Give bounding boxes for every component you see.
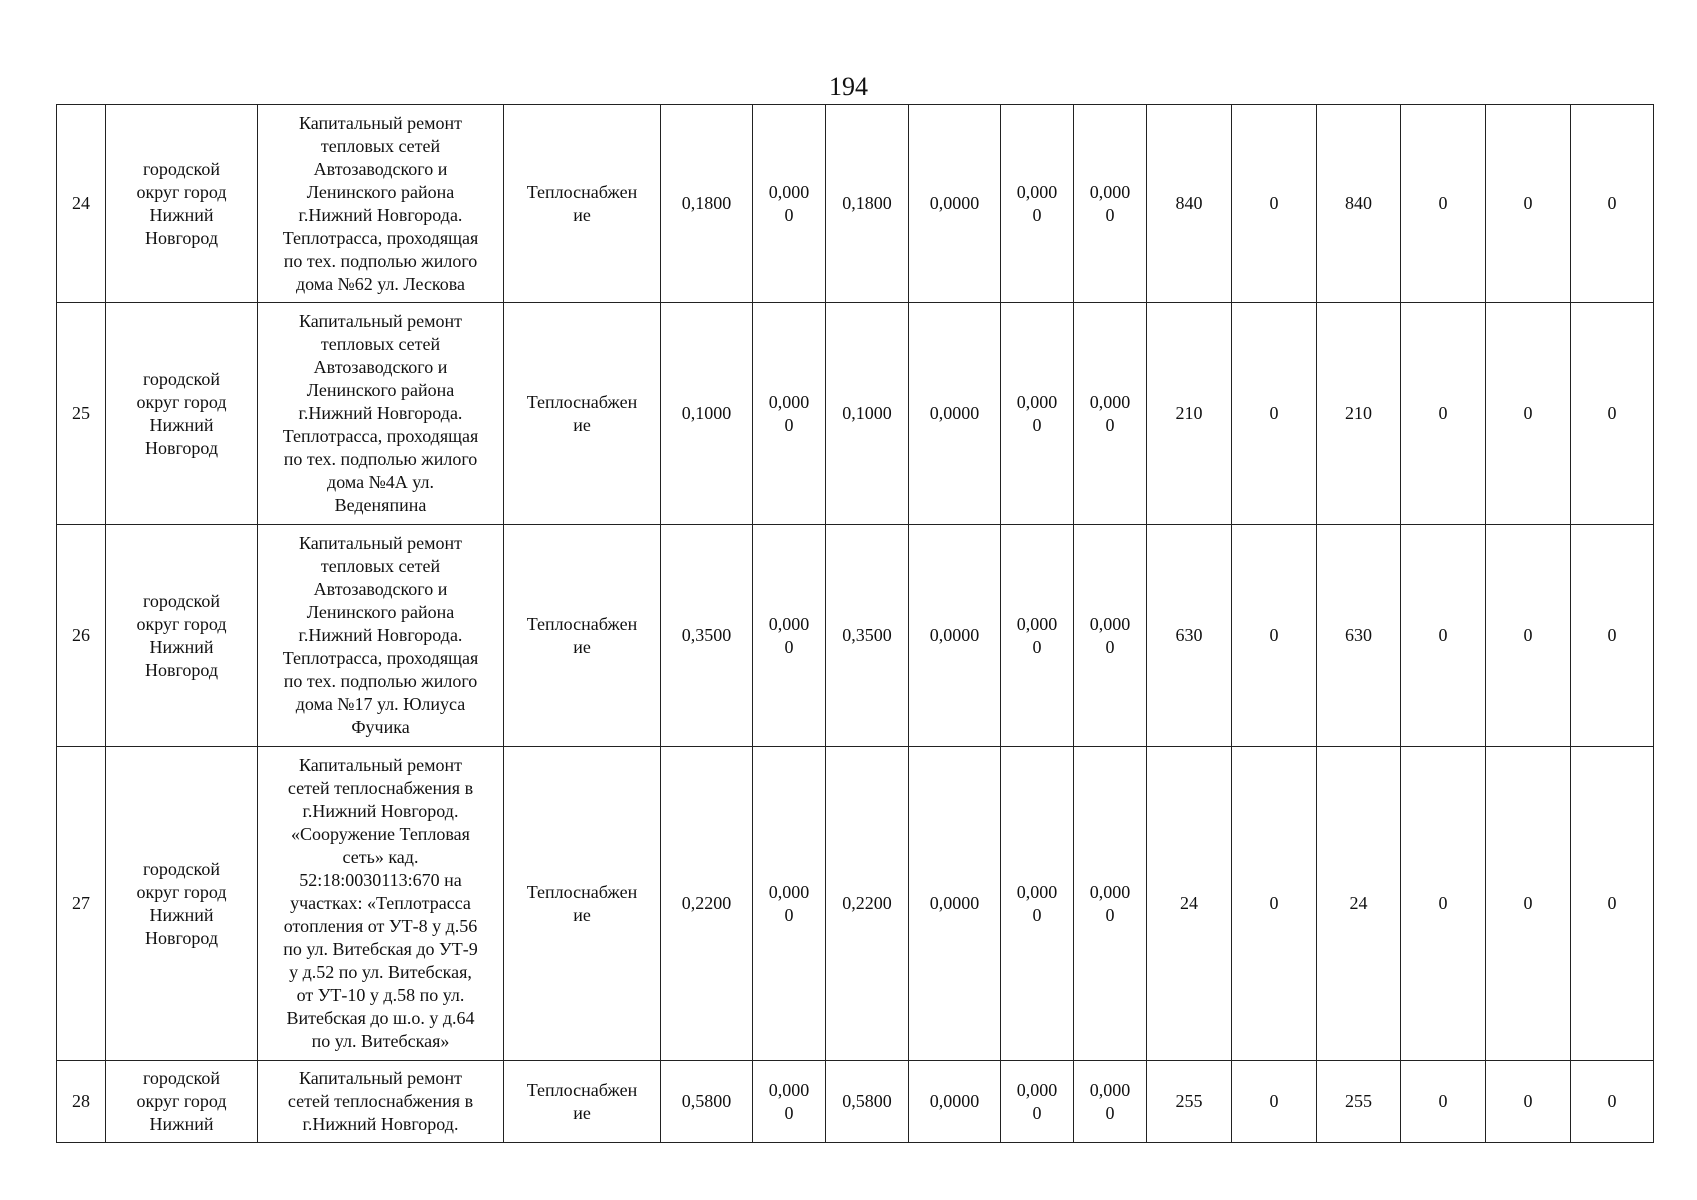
data-table [56, 104, 1654, 1143]
value-cell-1: 0,3500 [661, 525, 753, 747]
value-cell-6: 0,000 0 [1074, 747, 1147, 1061]
value-cell-10: 0 [1401, 747, 1486, 1061]
value-cell-11: 0 [1486, 1061, 1571, 1143]
value-cell-5: 0,000 0 [1001, 525, 1074, 747]
value-cell-3: 0,1800 [826, 105, 909, 303]
value-cell-1: 0,1000 [661, 303, 753, 525]
table-row [57, 525, 1654, 747]
value-cell-1: 0,2200 [661, 747, 753, 1061]
value-cell-8: 0 [1232, 105, 1317, 303]
value-cell-4: 0,0000 [909, 525, 1001, 747]
type-cell: Теплоснабжен ие [504, 105, 661, 303]
description-cell: Капитальный ремонт сетей теплоснабжения в г.Нижний Новгород. [258, 1061, 504, 1143]
row-number: 27 [57, 747, 106, 1061]
value-cell-10: 0 [1401, 303, 1486, 525]
value-cell-6: 0,000 0 [1074, 303, 1147, 525]
page-number: 194 [829, 72, 868, 101]
value-cell-5: 0,000 0 [1001, 303, 1074, 525]
row-number: 28 [57, 1061, 106, 1143]
value-cell-6: 0,000 0 [1074, 525, 1147, 747]
row-number: 24 [57, 105, 106, 303]
value-cell-8: 0 [1232, 1061, 1317, 1143]
value-cell-4: 0,0000 [909, 303, 1001, 525]
row-number: 26 [57, 525, 106, 747]
value-cell-3: 0,5800 [826, 1061, 909, 1143]
value-cell-11: 0 [1486, 105, 1571, 303]
value-cell-7: 630 [1147, 525, 1232, 747]
value-cell-1: 0,5800 [661, 1061, 753, 1143]
value-cell-7: 24 [1147, 747, 1232, 1061]
value-cell-7: 255 [1147, 1061, 1232, 1143]
value-cell-12: 0 [1571, 303, 1654, 525]
value-cell-10: 0 [1401, 525, 1486, 747]
value-cell-3: 0,3500 [826, 525, 909, 747]
type-cell: Теплоснабжен ие [504, 303, 661, 525]
type-cell: Теплоснабжен ие [504, 1061, 661, 1143]
table-row [57, 105, 1654, 303]
value-cell-2: 0,000 0 [753, 303, 826, 525]
value-cell-7: 840 [1147, 105, 1232, 303]
value-cell-5: 0,000 0 [1001, 105, 1074, 303]
table-row [57, 747, 1654, 1061]
value-cell-8: 0 [1232, 747, 1317, 1061]
value-cell-10: 0 [1401, 1061, 1486, 1143]
value-cell-6: 0,000 0 [1074, 105, 1147, 303]
value-cell-2: 0,000 0 [753, 525, 826, 747]
municipality-cell: городской округ город Нижний [106, 1061, 258, 1143]
value-cell-4: 0,0000 [909, 105, 1001, 303]
value-cell-2: 0,000 0 [753, 747, 826, 1061]
value-cell-3: 0,2200 [826, 747, 909, 1061]
value-cell-1: 0,1800 [661, 105, 753, 303]
type-cell: Теплоснабжен ие [504, 525, 661, 747]
value-cell-3: 0,1000 [826, 303, 909, 525]
value-cell-8: 0 [1232, 525, 1317, 747]
value-cell-4: 0,0000 [909, 1061, 1001, 1143]
value-cell-11: 0 [1486, 303, 1571, 525]
value-cell-11: 0 [1486, 747, 1571, 1061]
value-cell-9: 255 [1317, 1061, 1401, 1143]
value-cell-2: 0,000 0 [753, 105, 826, 303]
description-cell: Капитальный ремонт сетей теплоснабжения в г.Нижний Новгород. «Сооружение Тепловая сеть» кад. 52:18:0030113:670 на участках: «Теплотрасса отопления от УТ-8 у д.56 по ул. Витебская до УТ-9 у д.52 по ул. Витебская, от УТ-10 у д.58 по ул. Витебская до ш.о. у д.64 по ул. Витебская» [258, 747, 504, 1061]
value-cell-5: 0,000 0 [1001, 1061, 1074, 1143]
value-cell-9: 24 [1317, 747, 1401, 1061]
row-number: 25 [57, 303, 106, 525]
value-cell-2: 0,000 0 [753, 1061, 826, 1143]
value-cell-9: 840 [1317, 105, 1401, 303]
municipality-cell: городской округ город Нижний Новгород [106, 105, 258, 303]
value-cell-9: 210 [1317, 303, 1401, 525]
value-cell-7: 210 [1147, 303, 1232, 525]
value-cell-11: 0 [1486, 525, 1571, 747]
value-cell-6: 0,000 0 [1074, 1061, 1147, 1143]
description-cell: Капитальный ремонт тепловых сетей Автозаводского и Ленинского района г.Нижний Новгорода. Теплотрасса, проходящая по тех. подполью жилого дома №17 ул. Юлиуса Фучика [258, 525, 504, 747]
value-cell-12: 0 [1571, 105, 1654, 303]
value-cell-12: 0 [1571, 525, 1654, 747]
table-row [57, 1061, 1654, 1143]
type-cell: Теплоснабжен ие [504, 747, 661, 1061]
value-cell-12: 0 [1571, 747, 1654, 1061]
table-row [57, 303, 1654, 525]
municipality-cell: городской округ город Нижний Новгород [106, 747, 258, 1061]
description-cell: Капитальный ремонт тепловых сетей Автозаводского и Ленинского района г.Нижний Новгорода. Теплотрасса, проходящая по тех. подполью жилого дома №4А ул. Веденяпина [258, 303, 504, 525]
description-cell: Капитальный ремонт тепловых сетей Автозаводского и Ленинского района г.Нижний Новгорода. Теплотрасса, проходящая по тех. подполью жилого дома №62 ул. Лескова [258, 105, 504, 303]
value-cell-5: 0,000 0 [1001, 747, 1074, 1061]
value-cell-12: 0 [1571, 1061, 1654, 1143]
municipality-cell: городской округ город Нижний Новгород [106, 303, 258, 525]
value-cell-9: 630 [1317, 525, 1401, 747]
value-cell-8: 0 [1232, 303, 1317, 525]
value-cell-4: 0,0000 [909, 747, 1001, 1061]
value-cell-10: 0 [1401, 105, 1486, 303]
municipality-cell: городской округ город Нижний Новгород [106, 525, 258, 747]
